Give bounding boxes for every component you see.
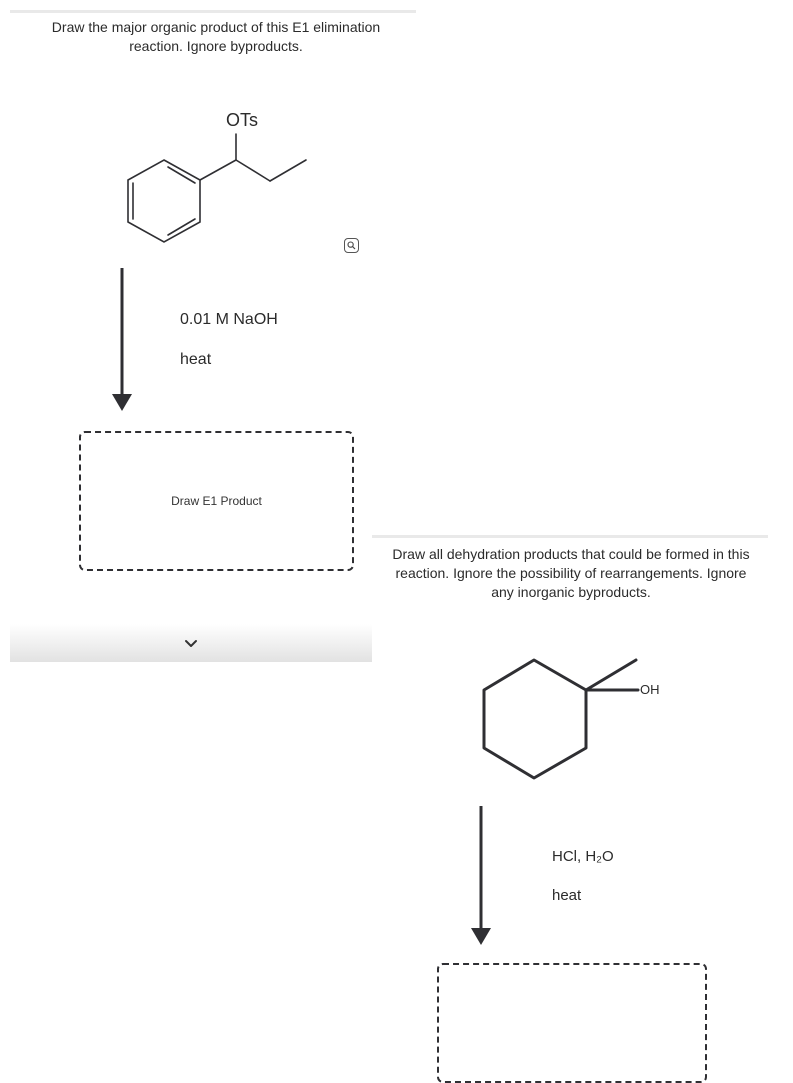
leaving-group-label: OTs: [226, 110, 259, 130]
reaction-arrow-2: [469, 804, 495, 946]
reagent-heat-1: heat: [180, 351, 212, 368]
hydroxyl-label: OH: [640, 682, 660, 697]
reagent-hcl: HCl, H₂O: [552, 848, 614, 865]
reagent-naoh: 0.01 M NaOH: [180, 311, 278, 328]
product-box-label: Draw E1 Product: [171, 494, 262, 508]
dehydration-product-drawing-area[interactable]: [437, 963, 707, 1083]
reagent-heat-2: heat: [552, 887, 582, 904]
question-prompt-dehydration: Draw all dehydration products that could be formed in this reaction. Ignore the possibility of rearrangements. Ignore any inorganic byproducts.: [392, 546, 750, 600]
question-prompt-e1: Draw the major organic product of this E1 elimination reaction. Ignore byproducts.: [51, 19, 381, 54]
